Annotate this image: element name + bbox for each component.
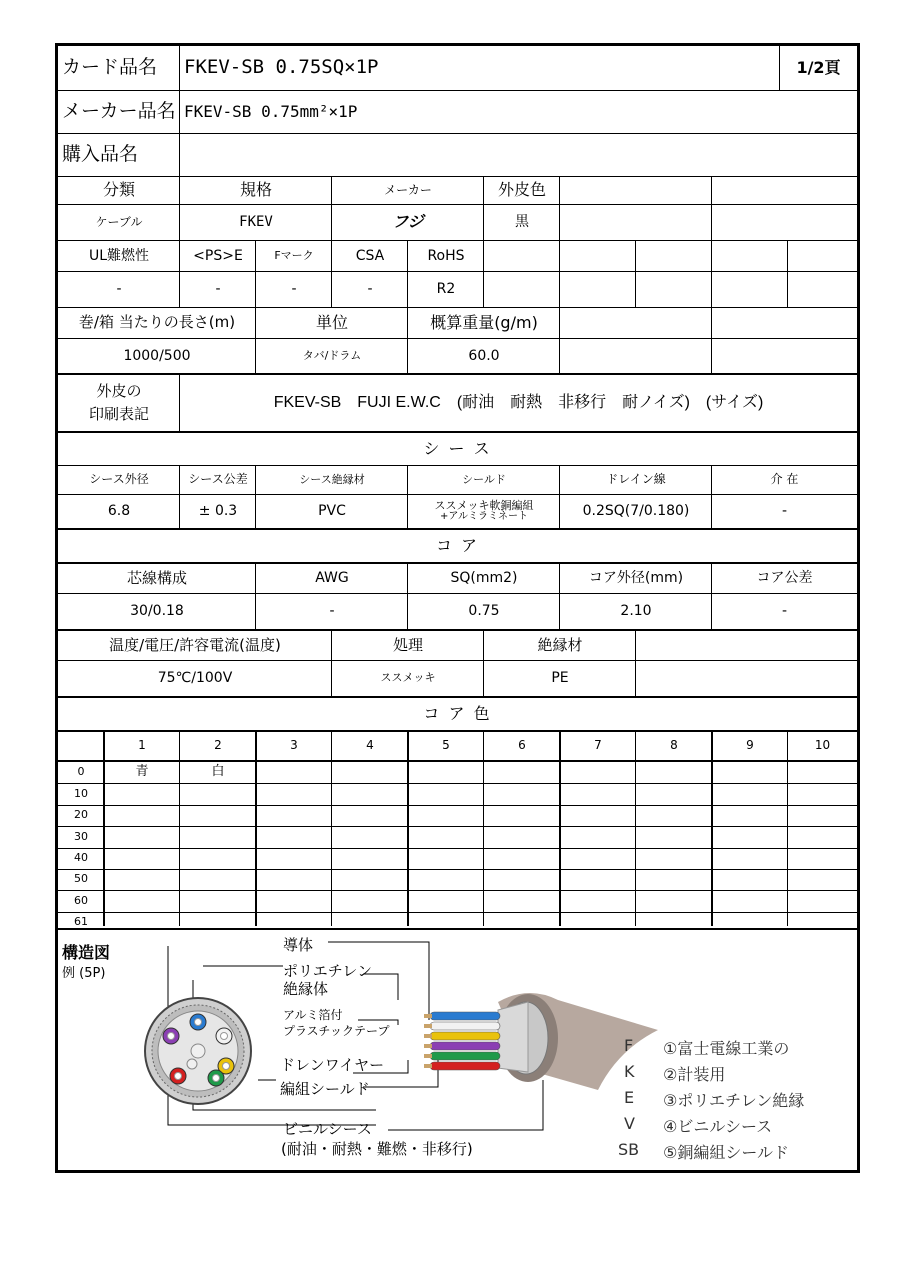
legend-code: SB [618, 1140, 640, 1159]
color-col-header: 10 [814, 738, 831, 753]
class-extra-header-1 [560, 177, 712, 204]
color-cell [788, 869, 857, 890]
color-cell [256, 890, 332, 911]
length-extra-header-2 [712, 308, 857, 338]
side-view-cores [424, 1012, 500, 1070]
label-plastic-tape: プラスチックテープ [283, 1024, 390, 1038]
color-cell [712, 826, 788, 847]
pse-header: <PS>E [193, 247, 243, 264]
color-cell [712, 783, 788, 804]
temp-value: 75℃/100V [157, 670, 233, 687]
color-cell [484, 783, 560, 804]
color-cell [712, 848, 788, 869]
color-col-header: 2 [214, 738, 222, 753]
color-cell [712, 762, 788, 783]
sheath-od-value: 6.8 [107, 503, 131, 520]
color-cell [560, 890, 636, 911]
treatment-header: 処理 [392, 635, 423, 654]
legend-text: ②計装用 [663, 1065, 726, 1084]
color-cell [104, 848, 180, 869]
drain-value: 0.2SQ(7/0.180) [582, 503, 690, 520]
color-cell [636, 848, 712, 869]
print-label-line1: 外皮の [96, 381, 142, 400]
class-header: 分類 [102, 180, 135, 200]
class-extra-header-2 [712, 177, 857, 204]
shield-value-line2: +アルミラミネート [440, 511, 528, 523]
color-cell [484, 826, 560, 847]
core-od-header: コア外径(mm) [588, 570, 684, 587]
rohs-header: RoHS [427, 247, 465, 264]
legend-text: ③ポリエチレン絶縁 [663, 1091, 805, 1110]
unit-header: 単位 [315, 312, 348, 332]
color-cell [408, 805, 484, 826]
color-cell [180, 805, 256, 826]
length-extra-value-1 [560, 339, 712, 373]
color-cell [636, 805, 712, 826]
color-col-header: 3 [290, 738, 298, 753]
color-cell [636, 826, 712, 847]
color-row-label: 50 [74, 872, 88, 886]
color-cell [180, 890, 256, 911]
color-cell [408, 869, 484, 890]
color-cell [256, 869, 332, 890]
class-extra-value-1 [560, 205, 712, 240]
color-cell [484, 869, 560, 890]
insulation-value: PE [551, 670, 569, 687]
ul-value: - [116, 281, 122, 298]
sheath-tol-value: ± 0.3 [198, 503, 238, 520]
color-cell [484, 848, 560, 869]
color-row-label: 30 [74, 829, 88, 843]
core-tol-header: コア公差 [756, 570, 813, 587]
awg-header: AWG [315, 570, 349, 587]
maker-label: メーカー品名 [62, 100, 176, 123]
color-col-header: 5 [442, 738, 450, 753]
color-cell [712, 890, 788, 911]
sq-value: 0.75 [468, 603, 500, 620]
label-conductor: 導体 [283, 936, 314, 954]
core-strand-value: 30/0.18 [130, 603, 184, 620]
legend-text: ①富士電線工業の [663, 1039, 790, 1058]
core-od-value: 2.10 [620, 603, 652, 620]
cert-extra-value-4 [712, 272, 857, 307]
manufacturer-header: メーカー [384, 182, 432, 197]
color-cell [180, 869, 256, 890]
color-cell [408, 848, 484, 869]
cert-extra-header-2 [560, 241, 636, 271]
shield-value [408, 495, 560, 528]
color-cell [104, 805, 180, 826]
color-cell [712, 869, 788, 890]
color-cell [636, 869, 712, 890]
purchase-value [180, 134, 857, 176]
color-cell [712, 805, 788, 826]
color-col-header: 1 [138, 738, 146, 753]
standard-value: FKEV [239, 214, 273, 231]
color-cell: 白 [211, 764, 225, 780]
cert-extra-value-3 [636, 272, 712, 307]
figure-title: 構造図 [62, 943, 111, 962]
color-cell [332, 762, 408, 783]
temp-extra-header [636, 631, 857, 660]
color-row-label: 60 [74, 893, 88, 907]
color-cell [484, 890, 560, 911]
length-extra-value-2 [712, 339, 857, 373]
legend-code: E [624, 1088, 635, 1107]
color-cell [788, 783, 857, 804]
color-cell [332, 869, 408, 890]
color-cell [332, 826, 408, 847]
standard-header: 規格 [239, 180, 272, 200]
jacket-color-header: 外皮色 [497, 180, 546, 200]
legend-text: ④ビニルシース [663, 1117, 773, 1136]
legend-code: K [624, 1062, 635, 1081]
color-cell [788, 848, 857, 869]
weight-value: 60.0 [468, 347, 500, 364]
insulation-header: 絶縁材 [537, 635, 583, 654]
legend-code: V [624, 1114, 635, 1133]
legend-code: F [624, 1036, 634, 1055]
color-cell [408, 890, 484, 911]
sq-header: SQ(mm2) [450, 570, 518, 587]
csa-header: CSA [355, 247, 385, 264]
color-cell [560, 869, 636, 890]
color-cell [332, 890, 408, 911]
color-cell [484, 805, 560, 826]
color-cell [788, 826, 857, 847]
label-vinyl-sheath: ビニルシース [283, 1120, 372, 1138]
color-cell [408, 762, 484, 783]
spec-sheet [55, 43, 860, 1173]
color-cell [788, 805, 857, 826]
cert-extra-value-2 [560, 272, 636, 307]
card-label: カード品名 [62, 56, 158, 79]
color-cell [560, 783, 636, 804]
color-row-label: 20 [74, 808, 88, 822]
cross-section [145, 998, 251, 1104]
fmark-value: - [291, 281, 297, 298]
sheath-material-value: PVC [318, 503, 346, 520]
color-cell [332, 783, 408, 804]
core-strand-header: 芯線構成 [126, 568, 187, 587]
color-cell [104, 890, 180, 911]
color-cell: 青 [135, 764, 149, 780]
structure-figure [58, 930, 857, 1170]
label-sheath-props: (耐油・耐熱・難燃・非移行) [281, 1140, 473, 1158]
color-cell [788, 762, 857, 783]
pse-value: - [215, 281, 221, 298]
length-extra-header-1 [560, 308, 712, 338]
color-cell [256, 848, 332, 869]
print-label [58, 375, 180, 431]
length-value: 1000/500 [123, 347, 191, 364]
awg-value: - [329, 603, 335, 620]
color-cell [636, 762, 712, 783]
color-cell [560, 805, 636, 826]
csa-value: - [367, 281, 373, 298]
sheath-title: シ ー ス [423, 438, 492, 458]
purchase-label: 購入品名 [62, 143, 139, 166]
core-title: コ ア [435, 535, 480, 555]
shield-header: シールド [462, 472, 506, 486]
color-cell [256, 762, 332, 783]
drain-header: ドレイン線 [606, 472, 666, 487]
legend-text: ⑤銅編組シールド [663, 1143, 790, 1162]
color-col-header: 8 [670, 738, 678, 753]
color-cell [256, 826, 332, 847]
color-col-header: 7 [594, 738, 602, 753]
core-tol-value: - [781, 603, 788, 620]
color-cell [560, 762, 636, 783]
temp-extra-value [636, 661, 857, 696]
cert-extra-header-4 [712, 241, 857, 271]
temp-header: 温度/電圧/許容電流(温度) [109, 635, 281, 654]
fmark-header: Fマーク [274, 248, 314, 262]
color-cell [636, 783, 712, 804]
filler-value: - [781, 503, 788, 520]
color-cell [408, 783, 484, 804]
color-cell [332, 805, 408, 826]
card-value: FKEV-SB 0.75SQ×1P [184, 56, 379, 79]
color-cell [788, 890, 857, 911]
color-row-label: 61 [74, 915, 88, 929]
color-cell [104, 783, 180, 804]
color-cell [636, 890, 712, 911]
color-cell [104, 826, 180, 847]
class-extra-value-2 [712, 205, 857, 240]
core-color-title: コ ア 色 [423, 703, 492, 723]
ul-header: UL難燃性 [88, 247, 150, 264]
cable-side-view [424, 993, 658, 1090]
label-pe: ポリエチレン [283, 962, 373, 980]
color-cell [180, 826, 256, 847]
weight-header: 概算重量(g/m) [430, 312, 538, 332]
label-insulator: 絶縁体 [283, 980, 329, 998]
filler-header: 介 在 [770, 472, 799, 487]
color-cell [560, 826, 636, 847]
figure-subtitle: 例 (5P) [62, 966, 106, 981]
label-drain-wire: ドレンワイヤー [280, 1056, 385, 1074]
class-value: ケーブル [95, 214, 143, 229]
sheath-material-header: シース絶縁材 [299, 472, 365, 486]
color-cell [560, 848, 636, 869]
sheath-od-header: シース外径 [89, 472, 149, 487]
color-cell [408, 826, 484, 847]
color-cell [180, 848, 256, 869]
color-cell [104, 869, 180, 890]
color-col-header: 4 [366, 738, 374, 753]
color-col-header: 9 [746, 738, 754, 753]
cert-extra-header-3 [636, 241, 712, 271]
sheath-tol-header: シース公差 [188, 472, 248, 487]
color-row-label: 40 [74, 850, 88, 864]
unit-value: タバ/ドラム [302, 348, 362, 362]
color-row-label: 10 [74, 786, 88, 800]
rohs-value: R2 [436, 281, 456, 298]
cert-extra-header-1 [484, 241, 560, 271]
label-braid: 編組シールド [280, 1080, 370, 1098]
page-number: 1/2頁 [796, 57, 841, 77]
print-label-line2: 印刷表記 [88, 405, 149, 423]
length-header: 巻/箱 当たりの長さ(m) [78, 313, 236, 332]
color-cell [256, 783, 332, 804]
color-col-header: 6 [518, 738, 526, 753]
treatment-value: ススメッキ [380, 671, 436, 685]
color-cell [180, 783, 256, 804]
print-marking: FKEV-SB FUJI E.W.C (耐油 耐熱 非移行 耐ノイズ) (サイズ) [273, 393, 764, 411]
manufacturer-value: フジ [392, 212, 424, 232]
jacket-color-value: 黒 [515, 214, 529, 231]
cert-extra-value-1 [484, 272, 560, 307]
color-cell [484, 762, 560, 783]
label-alu-foil: アルミ箔付 [283, 1008, 343, 1022]
shield-value-line1: ススメッキ軟銅編組 [434, 499, 534, 513]
maker-value: FKEV-SB 0.75mm²×1P [184, 101, 358, 121]
color-row-label: 0 [77, 765, 85, 779]
color-cell [256, 805, 332, 826]
color-cell [332, 848, 408, 869]
